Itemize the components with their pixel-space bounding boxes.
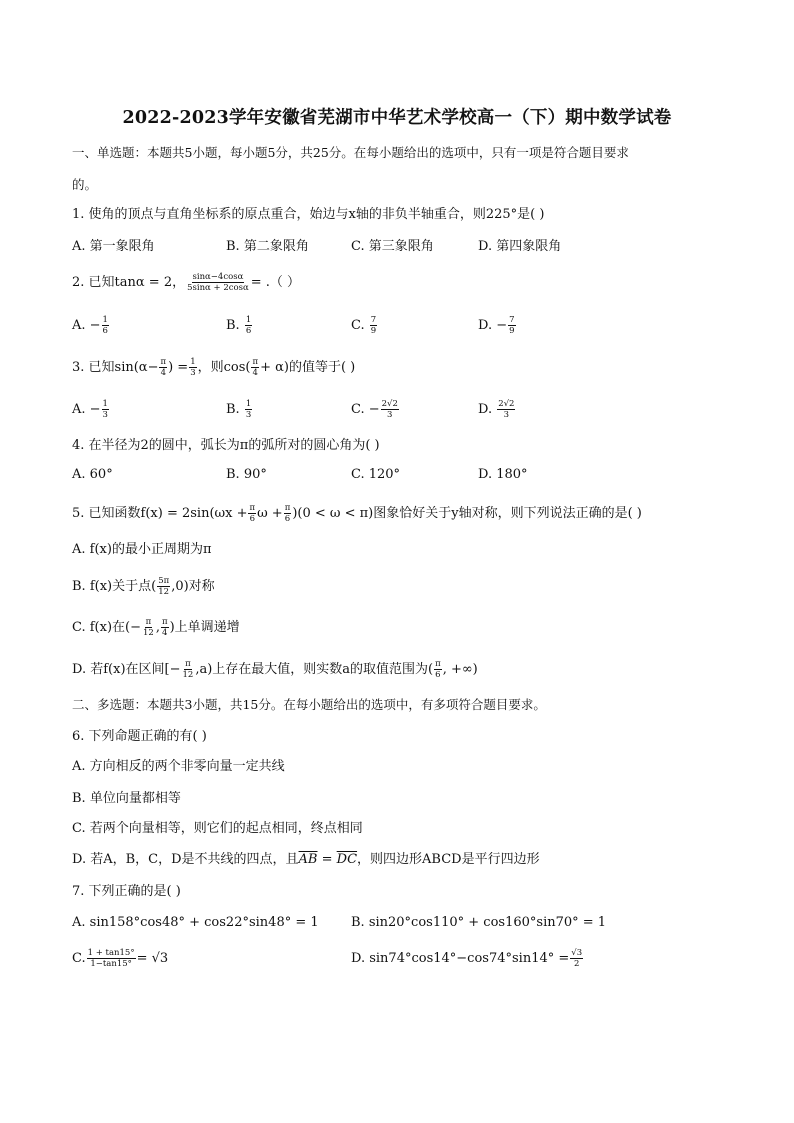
question-4-option-d: D. 180° (478, 467, 528, 482)
question-5-option-d: D. 若f(x)在区间[− $\frac{\pi}{12}$ ,a)上存在最大值，则实数a的取值范围为( $\frac{\pi}{6}$ , +∞) (72, 659, 478, 680)
question-5-option-b: B. f(x)关于点( $\frac{5\pi}{12}$ ,0)对称 (72, 576, 215, 597)
question-1-option-a: A. 第一象限角 (72, 239, 155, 254)
question-2-option-b: B. $\frac{1}{6}$ (226, 315, 252, 336)
question-1-option-c: C. 第三象限角 (351, 239, 434, 254)
question-7-option-c: C. $\frac{1 + \tan 15^\circ}{1-\tan 15^\circ}$ = √3 (72, 948, 169, 969)
question-4-option-b: B. 90° (226, 467, 267, 482)
question-3-option-b: B. $\frac{1}{3}$ (226, 399, 252, 420)
question-5-option-c: C. f(x)在(− $\frac{\pi}{12}$ , $\frac{\pi}{4}$ )上单调递增 (72, 617, 240, 638)
section-heading-multiple-choice: 二、多选题：本题共3小题，共15分。在每小题给出的选项中，有多项符合题目要求。 (72, 697, 546, 712)
question-7-option-a: A. sin158°cos48° + cos22°sin48° = 1 (72, 915, 319, 930)
question-2-option-c: C. $\frac{7}{9}$ (351, 315, 377, 336)
question-2-fraction: $\frac{\sin\alpha-4\cos\alpha}{5\sin\alpha + 2\cos\alpha}$ (187, 272, 249, 293)
question-4-stem: 4. 在半径为2的圆中，弧长为π的弧所对的圆心角为( ) (72, 438, 380, 453)
section-heading-single-choice-cont: 的。 (72, 177, 98, 192)
vector-ab: $\overline{AB}$ (298, 852, 318, 867)
question-7-option-b: B. sin20°cos110° + cos160°sin70° = 1 (351, 915, 607, 930)
question-1-option-b: B. 第二象限角 (226, 239, 309, 254)
question-2-option-a: A. − $\frac{1}{6}$ (72, 315, 108, 336)
section-heading-single-choice: 一、单选题：本题共5小题，每小题5分，共25分。在每小题给出的选项中，只有一项是符合题目要求 (72, 145, 629, 160)
question-3-option-a: A. − $\frac{1}{3}$ (72, 399, 108, 420)
question-5-option-a: A. f(x)的最小正周期为π (72, 542, 212, 557)
question-6-option-d: D. 若A，B，C，D是不共线的四点，且$\overline{AB} = \overline{DC}$，则四边形ABCD是平行四边形 (72, 852, 540, 867)
question-6-option-b: B. 单位向量都相等 (72, 791, 181, 806)
question-5-stem: 5. 已知函数f(x) = 2sin(ωx + $\frac{\pi}{6}$ ω + $\frac{\pi}{6}$ )(0 < ω < π)图象恰好关于y轴对称，则下列说法正确的是( ) (72, 503, 642, 524)
vector-dc: $\overline{DC}$ (336, 852, 358, 867)
question-7-stem: 7. 下列正确的是( ) (72, 884, 181, 899)
question-6-stem: 6. 下列命题正确的有( ) (72, 729, 207, 744)
question-3-stem: 3. 已知sin(α− $\frac{\pi}{4}$ ) = $\frac{1}{3}$ ，则cos( $\frac{\pi}{4}$ + α)的值等于( ) (72, 357, 356, 378)
question-1-option-d: D. 第四象限角 (478, 239, 562, 254)
question-4-option-c: C. 120° (351, 467, 401, 482)
question-1-stem: 1. 使角的顶点与直角坐标系的原点重合，始边与x轴的非负半轴重合，则225°是( ) (72, 207, 545, 222)
question-4-option-a: A. 60° (72, 467, 113, 482)
question-2-option-d: D. − $\frac{7}{9}$ (478, 315, 515, 336)
question-6-option-a: A. 方向相反的两个非零向量一定共线 (72, 759, 285, 774)
question-3-option-c: C. − $\frac{2√2}{3}$ (351, 399, 398, 420)
question-6-option-c: C. 若两个向量相等，则它们的起点相同，终点相同 (72, 821, 363, 836)
page-title: 2022-2023学年安徽省芜湖市中华艺术学校高一（下）期中数学试卷 (122, 108, 672, 128)
question-2-stem: 2. 已知tanα = 2， $\frac{\sin\alpha-4\cos\alpha}{5\sin\alpha + 2\cos\alpha}$ = .（ ） (72, 272, 301, 293)
question-7-option-d: D. sin74°cos14°−cos74°sin14° = $\frac{√3}{2}$ (351, 948, 583, 969)
question-3-option-d: D. $\frac{2√2}{3}$ (478, 399, 515, 420)
